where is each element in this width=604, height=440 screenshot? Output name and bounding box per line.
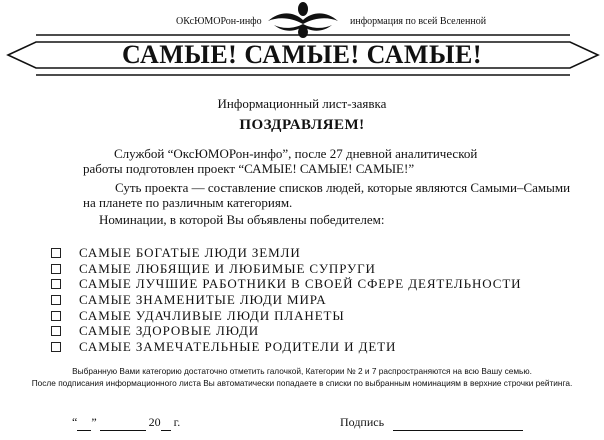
congrats-heading: ПОЗДРАВЛЯЕМ!: [239, 117, 365, 133]
list-item: [51, 339, 521, 355]
form-subtitle: Информационный лист-заявка: [217, 96, 387, 111]
nomination-checkbox[interactable]: [51, 264, 61, 274]
date-field: [72, 415, 180, 431]
signature-label: Подпись: [340, 415, 385, 429]
nomination-checkbox[interactable]: [51, 311, 61, 321]
nomination-label: САМЫЕ ЛЮБЯЩИЕ И ЛЮБИМЫЕ СУПРУГИ: [79, 260, 376, 276]
nomination-label: САМЫЕ УДАЧЛИВЫЕ ЛЮДИ ПЛАНЕТЫ: [79, 307, 345, 323]
body-line-2: работы подготовлен проект “САМЫЕ! САМЫЕ! САМЫЕ!”: [83, 161, 415, 176]
nomination-checkbox[interactable]: [51, 342, 61, 352]
list-item: [51, 292, 521, 308]
year-suffix: г.: [173, 415, 181, 429]
nominations-list: [51, 245, 521, 355]
nomination-label: САМЫЕ ЗАМЕЧАТЕЛЬНЫЕ РОДИТЕЛИ И ДЕТИ: [79, 339, 397, 355]
signature-blank[interactable]: [393, 415, 523, 431]
body-line-5: Номинации, в которой Вы объявлены победителем:: [99, 212, 385, 227]
nomination-label: САМЫЕ ЗНАМЕНИТЫЕ ЛЮДИ МИРА: [79, 292, 327, 308]
nomination-label: САМЫЕ БОГАТЫЕ ЛЮДИ ЗЕМЛИ: [79, 245, 301, 260]
banner-title: САМЫЕ! САМЫЕ! САМЫЕ!: [122, 40, 482, 69]
nomination-checkbox[interactable]: [51, 295, 61, 305]
month-blank[interactable]: [100, 415, 146, 431]
footnote-line-2: После подписания информационного листа Вы автоматически попадаете в списки по выбранным номинациям в верхние строчки рейтинга.: [31, 378, 573, 388]
list-item: [51, 308, 521, 324]
nomination-checkbox[interactable]: [51, 279, 61, 289]
nomination-label: САМЫЕ ЛУЧШИЕ РАБОТНИКИ В СВОЕЙ СФЕРЕ ДЕЯТЕЛЬНОСТИ: [79, 276, 522, 292]
list-item: [51, 261, 521, 277]
nomination-checkbox[interactable]: [51, 326, 61, 336]
year-blank[interactable]: [161, 415, 171, 431]
signature-field: [340, 415, 523, 431]
body-line-1: Службой “ОксЮМОРон-инфо”, после 27 дневной аналитической: [114, 146, 478, 161]
brand-label: ОКсЮМОРон-инфо: [176, 16, 262, 27]
year-prefix: 20: [148, 415, 161, 429]
list-item: [51, 323, 521, 339]
footnote-line-1: Выбранную Вами категорию достаточно отметить галочкой, Категории № 2 и 7 распространяются на всю Вашу семью.: [72, 366, 532, 376]
body-line-3: Суть проекта — составление списков людей, которые являются Самыми–Самыми: [115, 180, 571, 195]
date-quote-close: ”: [91, 415, 97, 429]
list-item: [51, 245, 521, 261]
nomination-label: САМЫЕ ЗДОРОВЫЕ ЛЮДИ: [79, 323, 260, 339]
body-line-4: на планете по различным категориям.: [83, 195, 293, 210]
nomination-checkbox[interactable]: [51, 248, 61, 258]
date-quote-open: “: [72, 415, 78, 429]
tagline: информация по всей Вселенной: [350, 16, 487, 27]
list-item: [51, 276, 521, 292]
day-blank[interactable]: [77, 415, 91, 431]
